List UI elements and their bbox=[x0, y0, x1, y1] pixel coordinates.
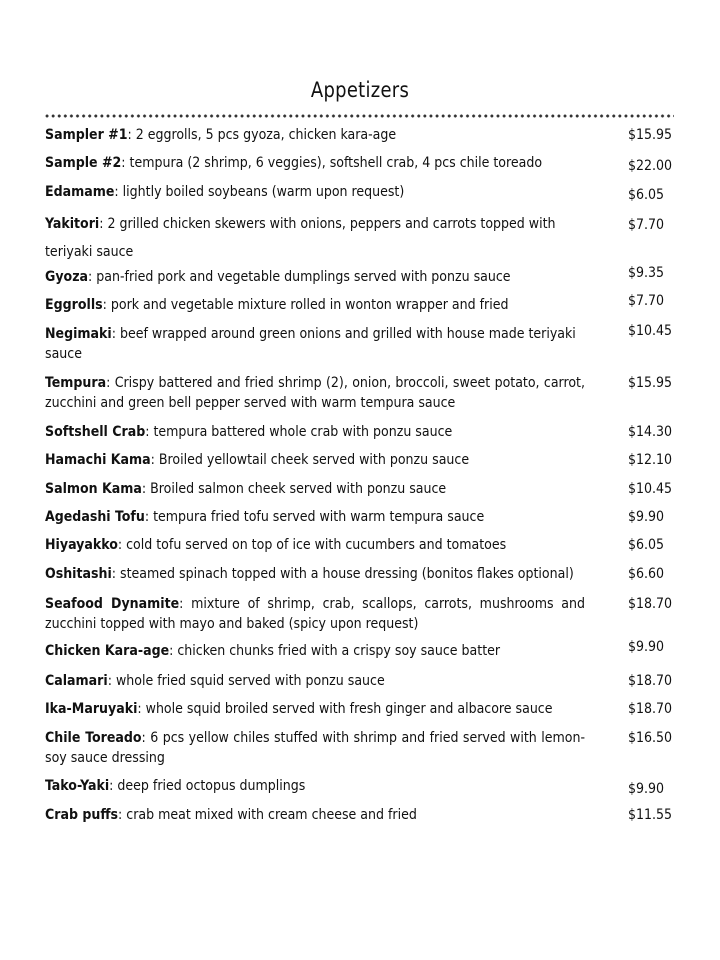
item-details: : crab meat mixed with cream cheese and fried bbox=[118, 807, 417, 823]
item-description bbox=[45, 450, 585, 470]
item-description bbox=[45, 422, 585, 442]
item-details: : Broiled yellowtail cheek served with ponzu sauce bbox=[150, 452, 470, 468]
item-price: $16.50 bbox=[628, 730, 673, 746]
item-price: $18.70 bbox=[628, 701, 673, 717]
item-description bbox=[45, 182, 585, 202]
item-price: $9.35 bbox=[628, 265, 665, 281]
item-price: $11.55 bbox=[628, 807, 673, 823]
menu-item bbox=[45, 699, 680, 728]
item-description bbox=[45, 267, 585, 287]
menu-item bbox=[45, 450, 680, 479]
item-details: : whole fried squid served with ponzu sauce bbox=[107, 673, 385, 689]
item-price: $18.70 bbox=[628, 596, 673, 612]
item-details: : tempura fried tofu served with warm tempura sauce bbox=[144, 509, 485, 525]
item-price: $6.05 bbox=[628, 187, 665, 203]
item-price: $6.05 bbox=[628, 537, 665, 553]
item-name: Eggrolls bbox=[45, 297, 103, 313]
item-details: : pork and vegetable mixture rolled in wonton wrapper and fried bbox=[102, 297, 509, 313]
item-description bbox=[45, 564, 585, 584]
menu-item-list bbox=[45, 125, 680, 833]
item-description bbox=[45, 594, 585, 634]
item-details: : Broiled salmon cheek served with ponzu sauce bbox=[141, 481, 447, 497]
item-details: : mixture of shrimp, crab, scallops, carrots, mushrooms and zucchini topped with mayo and baked (spicy upon request) bbox=[45, 596, 586, 632]
item-name: Yakitori bbox=[45, 216, 100, 232]
item-description bbox=[45, 125, 585, 145]
item-description bbox=[45, 373, 585, 413]
menu-item bbox=[45, 373, 680, 422]
section-title: Appetizers bbox=[310, 78, 410, 102]
item-price: $10.45 bbox=[628, 323, 673, 339]
item-name: Salmon Kama bbox=[45, 481, 142, 497]
dotted-divider bbox=[44, 114, 674, 118]
menu-item bbox=[45, 422, 680, 450]
item-description bbox=[45, 671, 585, 691]
item-name: Sampler #1 bbox=[45, 127, 128, 143]
item-price: $15.95 bbox=[628, 375, 673, 391]
item-description bbox=[45, 641, 585, 661]
item-details: : pan-fried pork and vegetable dumplings served with ponzu sauce bbox=[88, 269, 511, 285]
item-price: $12.10 bbox=[628, 452, 673, 468]
menu-item bbox=[45, 479, 680, 507]
item-description bbox=[45, 295, 585, 315]
item-description bbox=[45, 805, 585, 825]
item-price: $7.70 bbox=[628, 217, 665, 233]
item-price: $15.95 bbox=[628, 127, 673, 143]
item-price: $9.90 bbox=[628, 781, 665, 797]
item-description bbox=[45, 535, 585, 555]
item-name: Hamachi Kama bbox=[45, 452, 151, 468]
menu-item bbox=[45, 507, 680, 535]
menu-item bbox=[45, 776, 680, 805]
item-name: Gyoza bbox=[45, 269, 89, 285]
item-price: $9.90 bbox=[628, 639, 665, 655]
menu-item bbox=[45, 153, 680, 182]
item-details: : whole squid broiled served with fresh ginger and albacore sauce bbox=[137, 701, 553, 717]
item-name: Oshitashi bbox=[45, 566, 112, 582]
item-price: $6.60 bbox=[628, 566, 665, 582]
menu-item bbox=[45, 295, 680, 324]
menu-item bbox=[45, 267, 680, 295]
item-price: $14.30 bbox=[628, 424, 673, 440]
menu-item bbox=[45, 125, 680, 153]
menu-item bbox=[45, 564, 680, 594]
item-name: Ika-Maruyaki bbox=[45, 701, 138, 717]
item-price: $18.70 bbox=[628, 673, 673, 689]
item-description bbox=[45, 776, 585, 796]
item-name: Crab puffs bbox=[45, 807, 119, 823]
item-price: $22.00 bbox=[628, 158, 673, 174]
item-description bbox=[45, 210, 585, 266]
item-details: : cold tofu served on top of ice with cucumbers and tomatoes bbox=[117, 537, 507, 553]
item-description bbox=[45, 699, 585, 719]
item-name: Softshell Crab bbox=[45, 424, 146, 440]
item-name: Hiyayakko bbox=[45, 537, 118, 553]
item-name: Tako-Yaki bbox=[45, 778, 110, 794]
menu-item bbox=[45, 728, 680, 776]
item-details: : tempura battered whole crab with ponzu sauce bbox=[145, 424, 453, 440]
menu-item bbox=[45, 594, 680, 641]
item-details: : Crispy battered and fried shrimp (2), onion, broccoli, sweet potato, carrot, zucchini and green bell pepper served with warm tempura sauce bbox=[45, 375, 585, 411]
item-description bbox=[45, 507, 585, 527]
item-details: : beef wrapped around green onions and grilled with house made teriyaki sauce bbox=[45, 326, 576, 362]
item-name: Agedashi Tofu bbox=[45, 509, 145, 525]
menu-item bbox=[45, 324, 680, 373]
item-name: Chicken Kara-age bbox=[45, 643, 170, 659]
item-name: Edamame bbox=[45, 184, 115, 200]
item-name: Sample #2 bbox=[45, 155, 122, 171]
item-details: : 2 eggrolls, 5 pcs gyoza, chicken kara-age bbox=[127, 127, 397, 143]
menu-item bbox=[45, 535, 680, 564]
item-details: : tempura (2 shrimp, 6 veggies), softshell crab, 4 pcs chile toreado bbox=[121, 155, 543, 171]
item-details: : 2 grilled chicken skewers with onions, peppers and carrots topped with teriyaki sauce bbox=[45, 216, 556, 260]
item-name: Negimaki bbox=[45, 326, 112, 342]
item-price: $10.45 bbox=[628, 481, 673, 497]
item-details: : chicken chunks fried with a crispy soy sauce batter bbox=[169, 643, 501, 659]
menu-item bbox=[45, 671, 680, 699]
item-price: $9.90 bbox=[628, 509, 665, 525]
item-name: Calamari bbox=[45, 673, 108, 689]
item-price: $7.70 bbox=[628, 293, 665, 309]
item-details: : lightly boiled soybeans (warm upon request) bbox=[114, 184, 405, 200]
item-description bbox=[45, 728, 585, 768]
menu-item bbox=[45, 805, 680, 833]
item-details: : 6 pcs yellow chiles stuffed with shrimp and fried served with lemon-soy sauce dressing bbox=[45, 730, 585, 766]
item-name: Tempura bbox=[45, 375, 107, 391]
item-description bbox=[45, 324, 585, 364]
item-name: Chile Toreado bbox=[45, 730, 142, 746]
menu-item bbox=[45, 641, 680, 671]
item-description bbox=[45, 479, 585, 499]
item-name: Seafood Dynamite bbox=[45, 596, 180, 612]
menu-item bbox=[45, 182, 680, 210]
item-description bbox=[45, 153, 585, 173]
menu-item bbox=[45, 210, 680, 267]
item-details: : steamed spinach topped with a house dressing (bonitos flakes optional) bbox=[111, 566, 574, 582]
item-details: : deep fried octopus dumplings bbox=[109, 778, 306, 794]
